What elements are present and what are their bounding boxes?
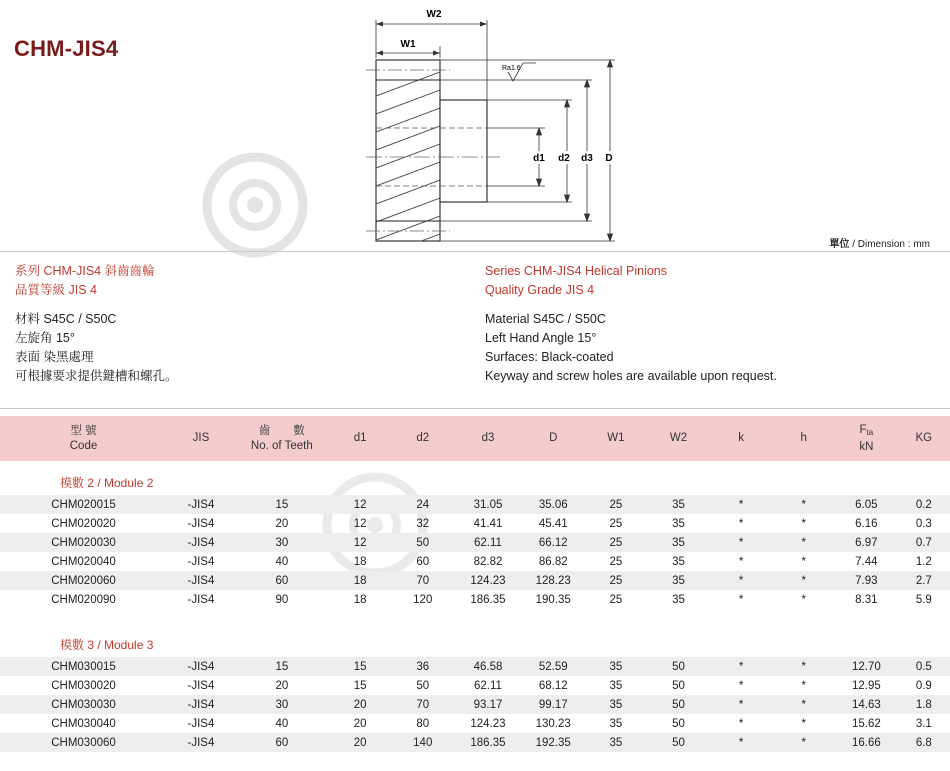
cell-h: *: [801, 660, 806, 673]
col-fta-unit: kN: [859, 440, 874, 453]
col-w2: W2: [669, 432, 688, 444]
cell-teeth: 20: [275, 517, 289, 530]
module-group-label: 模數 2 / Module 2: [60, 476, 154, 490]
D-label: D: [605, 153, 613, 164]
cell-w1: 35: [609, 698, 623, 711]
cell-fta: 16.66: [851, 736, 881, 749]
col-h: h: [800, 432, 807, 444]
col-jis: JIS: [192, 432, 210, 444]
cell-d2: 120: [413, 593, 433, 606]
cell-d1: 12: [353, 536, 367, 549]
cell-d3: 62.11: [474, 536, 502, 549]
cell-D: 192.35: [535, 736, 571, 749]
cell-jis: -JIS4: [187, 536, 215, 549]
surface-zh: 表面 染黑處理: [15, 350, 94, 364]
watermark-logo-icon: [200, 150, 310, 260]
series-zh: 系列 CHM-JIS4 斜齒齒輪: [15, 264, 155, 278]
cell-d3: 93.17: [473, 698, 503, 711]
table-row: [0, 714, 950, 733]
d2-label: d2: [558, 153, 570, 164]
col-code: [0, 416, 167, 461]
cell-d3: 124.23: [470, 574, 506, 587]
cell-w2: 35: [672, 593, 685, 606]
cell-kg: 0.7: [915, 536, 932, 549]
cell-d2: 140: [413, 736, 433, 749]
cell-teeth: 30: [275, 536, 289, 549]
table-body: [0, 461, 950, 752]
cell-code: CHM020060: [51, 574, 116, 587]
cell-jis: -JIS4: [187, 517, 215, 530]
cell-w1: 25: [609, 555, 623, 568]
cell-D: 66.12: [538, 536, 568, 549]
cell-h: *: [801, 498, 806, 511]
cell-jis: -JIS4: [187, 717, 215, 730]
cell-fta: 14.63: [851, 698, 881, 711]
cell-w2: 50: [672, 679, 685, 692]
col-w1: W1: [607, 432, 625, 444]
cell-jis: -JIS4: [187, 574, 215, 587]
col-fta-main: F: [859, 423, 867, 436]
material-zh: 材料 S45C / S50C: [15, 312, 117, 326]
spec-zh: [15, 262, 178, 386]
table-row: [0, 495, 950, 514]
note-en: Keyway and screw holes are available upon request.: [485, 369, 777, 383]
cell-code: CHM020040: [51, 555, 116, 568]
spacer-cell: [0, 609, 950, 623]
cell-w2: 35: [672, 517, 685, 530]
unit-note-en: / Dimension : mm: [849, 239, 930, 250]
cell-teeth: 90: [275, 593, 289, 606]
cell-code: CHM030030: [51, 698, 116, 711]
cell-D: 52.59: [538, 660, 568, 673]
cell-d3: 41.41: [473, 517, 503, 530]
cell-kg: 3.1: [915, 717, 932, 730]
w1-label: W1: [400, 39, 416, 50]
grade-zh: 品質等級 JIS 4: [15, 283, 97, 297]
cell-w1: 25: [609, 593, 623, 606]
cell-fta: 15.62: [851, 717, 881, 730]
cell-k: *: [738, 698, 744, 711]
cell-fta: 12.70: [851, 660, 881, 673]
cell-D: 128.23: [535, 574, 571, 587]
cell-fta: 6.16: [855, 517, 878, 530]
cell-h: *: [801, 593, 806, 606]
roughness-label: Ra1.6: [502, 65, 521, 72]
cell-d2: 70: [416, 574, 430, 587]
cell-w1: 35: [609, 717, 623, 730]
cell-d3: 124.23: [470, 717, 506, 730]
col-k: k: [738, 432, 744, 444]
cell-k: *: [738, 517, 744, 530]
d3-label: d3: [581, 153, 593, 164]
divider: [0, 251, 950, 252]
cell-d1: 18: [353, 574, 367, 587]
pinion-technical-drawing: [0, 0, 950, 250]
cell-fta: 7.93: [855, 574, 878, 587]
table-row: [0, 571, 950, 590]
cell-d2: 80: [416, 717, 430, 730]
cell-d3: 31.05: [473, 498, 503, 511]
angle-zh: 左旋角 15°: [15, 331, 75, 345]
cell-d3: 62.11: [474, 679, 502, 692]
col-teeth-zh: 齒 數: [258, 424, 305, 437]
cell-fta: 6.97: [855, 536, 878, 549]
col-d2: d2: [416, 432, 430, 444]
cell-d2: 50: [416, 679, 430, 692]
cell-d1: 20: [353, 698, 367, 711]
divider: [0, 408, 950, 409]
cell-h: *: [801, 717, 806, 730]
cell-w2: 50: [672, 698, 685, 711]
cell-D: 99.17: [538, 698, 568, 711]
cell-d1: 18: [353, 555, 367, 568]
cell-d2: 36: [416, 660, 430, 673]
cell-w1: 25: [609, 536, 623, 549]
col-d3: d3: [481, 432, 495, 444]
cell-jis: -JIS4: [187, 679, 215, 692]
cell-kg: 0.9: [915, 679, 932, 692]
cell-h: *: [801, 536, 806, 549]
cell-k: *: [738, 717, 744, 730]
cell-D: 86.82: [538, 555, 568, 568]
note-zh: 可根據要求提供鍵槽和螺孔。: [15, 369, 178, 383]
table-row: [0, 533, 950, 552]
module-group-heading: [0, 623, 950, 657]
cell-teeth: 40: [275, 717, 289, 730]
table-row: [0, 514, 950, 533]
cell-fta: 12.95: [851, 679, 881, 692]
material-en: Material S45C / S50C: [485, 312, 606, 326]
cell-kg: 6.8: [915, 736, 932, 749]
cell-d2: 24: [416, 498, 430, 511]
cell-teeth: 60: [275, 736, 289, 749]
cell-kg: 0.5: [915, 660, 932, 673]
table-header: [0, 416, 950, 461]
cell-code: CHM020020: [51, 517, 116, 530]
cell-w1: 35: [609, 679, 623, 692]
w2-label: W2: [426, 9, 442, 20]
cell-D: 35.06: [538, 498, 568, 511]
table-row: [0, 695, 950, 714]
cell-d2: 50: [416, 536, 430, 549]
cell-d1: 18: [353, 593, 367, 606]
cell-d1: 15: [353, 679, 367, 692]
cell-k: *: [738, 593, 744, 606]
cell-w2: 35: [672, 536, 685, 549]
cell-code: CHM020015: [51, 498, 116, 511]
cell-w2: 35: [672, 498, 685, 511]
series-en: Series CHM-JIS4 Helical Pinions: [485, 264, 668, 278]
cell-kg: 5.9: [915, 593, 932, 606]
cell-d3: 186.35: [470, 593, 506, 606]
cell-w2: 35: [672, 574, 685, 587]
cell-d3: 46.58: [473, 660, 503, 673]
cell-D: 68.12: [538, 679, 568, 692]
cell-teeth: 40: [275, 555, 289, 568]
cell-d1: 15: [353, 660, 367, 673]
cell-code: CHM020030: [51, 536, 116, 549]
table-row: [0, 590, 950, 609]
cell-d3: 186.35: [470, 736, 506, 749]
cell-w2: 50: [672, 660, 685, 673]
cell-d3: 82.82: [473, 555, 503, 568]
cell-jis: -JIS4: [187, 660, 215, 673]
cell-code: CHM030015: [51, 660, 116, 673]
col-fta-sub: ta: [866, 427, 874, 437]
table-row: [0, 657, 950, 676]
cell-k: *: [738, 736, 744, 749]
cell-w1: 35: [609, 660, 623, 673]
cell-h: *: [801, 555, 806, 568]
col-d1: d1: [353, 432, 367, 444]
cell-D: 45.41: [538, 517, 568, 530]
cell-kg: 2.7: [915, 574, 932, 587]
cell-code: CHM030060: [51, 736, 116, 749]
cell-teeth: 60: [275, 574, 289, 587]
d1-label: d1: [533, 153, 545, 164]
cell-fta: 8.31: [855, 593, 878, 606]
cell-kg: 0.2: [915, 498, 932, 511]
col-D: D: [549, 432, 558, 444]
table-row: [0, 676, 950, 695]
module-group-heading: [0, 461, 950, 495]
cell-teeth: 15: [275, 660, 289, 673]
module-group-label: 模數 3 / Module 3: [60, 638, 154, 652]
unit-note-zh: 單位: [829, 239, 850, 250]
cell-fta: 7.44: [855, 555, 878, 568]
cell-d2: 60: [416, 555, 430, 568]
cell-w1: 35: [609, 736, 623, 749]
cell-k: *: [738, 660, 744, 673]
cell-k: *: [738, 574, 744, 587]
cell-d1: 20: [353, 717, 367, 730]
cell-h: *: [801, 698, 806, 711]
table-row: [0, 733, 950, 752]
cell-h: *: [801, 574, 806, 587]
spec-en: [485, 262, 777, 386]
cell-jis: -JIS4: [187, 698, 215, 711]
cell-k: *: [738, 536, 744, 549]
angle-en: Left Hand Angle 15°: [485, 331, 597, 345]
cell-w2: 35: [672, 555, 685, 568]
page-title: CHM-JIS4: [14, 36, 119, 61]
cell-code: CHM030020: [51, 679, 116, 692]
cell-kg: 1.8: [915, 698, 932, 711]
col-kg: KG: [915, 432, 933, 444]
cell-fta: 6.05: [855, 498, 878, 511]
cell-teeth: 20: [275, 679, 289, 692]
cell-teeth: 15: [275, 498, 289, 511]
pinion-spec-table: [0, 416, 950, 752]
cell-d1: 12: [353, 498, 367, 511]
cell-h: *: [801, 736, 806, 749]
table-row: [0, 552, 950, 571]
cell-kg: 1.2: [915, 555, 932, 568]
cell-k: *: [738, 679, 744, 692]
cell-w1: 25: [609, 517, 623, 530]
col-code-zh: 型 號: [70, 424, 97, 437]
cell-h: *: [801, 679, 806, 692]
group-spacer: [0, 609, 950, 623]
cell-D: 190.35: [535, 593, 571, 606]
cell-code: CHM030040: [51, 717, 116, 730]
surface-en: Surfaces: Black-coated: [485, 350, 614, 364]
cell-kg: 0.3: [915, 517, 932, 530]
cell-d2: 70: [416, 698, 430, 711]
unit-note: [829, 235, 930, 250]
cell-h: *: [801, 517, 806, 530]
cell-jis: -JIS4: [187, 555, 215, 568]
cell-d1: 20: [353, 736, 367, 749]
cell-jis: -JIS4: [187, 498, 215, 511]
cell-code: CHM020090: [51, 593, 116, 606]
cell-teeth: 30: [275, 698, 289, 711]
col-code-en: Code: [69, 439, 98, 452]
cell-w2: 50: [672, 736, 685, 749]
cell-jis: -JIS4: [187, 593, 215, 606]
cell-jis: -JIS4: [187, 736, 215, 749]
cell-k: *: [738, 498, 744, 511]
cell-w1: 25: [609, 574, 623, 587]
cell-d1: 12: [353, 517, 367, 530]
grade-en: Quality Grade JIS 4: [485, 283, 595, 297]
col-teeth: [235, 416, 329, 461]
cell-d2: 32: [416, 517, 430, 530]
col-teeth-en: No. of Teeth: [250, 439, 313, 452]
cell-w2: 50: [672, 717, 685, 730]
col-fta: [835, 416, 898, 461]
cell-w1: 25: [609, 498, 623, 511]
cell-D: 130.23: [535, 717, 571, 730]
cell-k: *: [738, 555, 744, 568]
